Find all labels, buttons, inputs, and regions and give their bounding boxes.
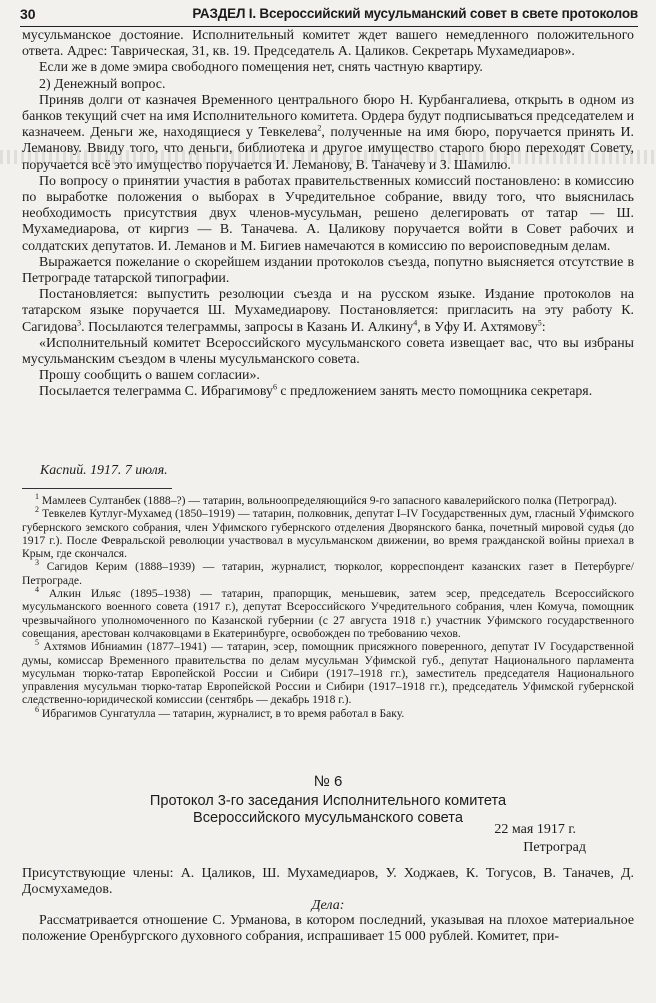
footnote-text: Ибрагимов Сунгатулла — татарин, журналист, в то время работал в Баку. bbox=[41, 706, 405, 720]
footnote-divider bbox=[22, 488, 172, 489]
paragraph-text: Выражается пожелание о скорейшем издании протоколов съезда, попутно выясняется отсутствие в Петрограде татарской типографии. bbox=[22, 254, 634, 287]
body-paragraph bbox=[22, 384, 634, 400]
footnote-number: 4 bbox=[35, 585, 39, 595]
document-place: Петроград bbox=[523, 840, 586, 855]
attendees bbox=[22, 866, 634, 898]
body-paragraph bbox=[22, 93, 634, 174]
footnote-marker: 2 bbox=[317, 123, 322, 133]
paragraph-text: , в Уфу И. Ахтямову bbox=[417, 319, 538, 335]
footnote-marker: 6 bbox=[272, 382, 277, 392]
paragraph-text: : bbox=[541, 319, 546, 335]
body-paragraph bbox=[22, 77, 634, 93]
footnote-text: Сагидов Керим (1888–1939) — татарин, журналист, тюрколог, корреспондент казанских газет в Петербурге/Петрограде. bbox=[22, 560, 635, 587]
footnote bbox=[22, 640, 634, 706]
footnote-marker: 4 bbox=[413, 318, 418, 328]
footnote bbox=[22, 560, 634, 587]
body-paragraph bbox=[22, 174, 634, 255]
page-header bbox=[20, 6, 638, 27]
footnote-text: Ахтямов Ибниамин (1877–1941) — татарин, эсер, помощник присяжного поверенного, депутат IV Государственной думы, комиссар Временного правительства по делам мусульман Уфимской губ., депутат Национального парламента мусульман тюрко-татар Европейской России и Сибири (1917–1918 гг.), заместитель председателя Национального управления мусульман тюрко-татар Европейской России и Сибири (1917–1918 гг.), председатель Уфимской губернской следственно-юридической комиссии (сентябрь — декабрь 1918 г.). bbox=[22, 640, 634, 707]
place-date: Каспий. 1917. 7 июля. bbox=[40, 463, 168, 478]
footnotes bbox=[22, 494, 634, 720]
document-number: № 6 bbox=[313, 773, 343, 790]
agenda-text bbox=[22, 913, 634, 945]
paragraph-text: По вопросу о принятии участия в работах правительственных комиссий постановлено: в комиссию по выработке положения о выборах в Учредительное собрание, ввиду того, что выяснилась необходимость присутствия двух членов-мусульман, решено делегировать от татар — Ш. Мухамедиарова, от киргиз — В. Таначева. А. Цаликову поручается войти в Совет рабочих и солдатских депутатов. И. Леманов и М. Бигиев намечаются в комиссию по вероисповедным делам. bbox=[22, 173, 634, 254]
footnote-text: Тевкелев Кутлуг-Мухамед (1850–1919) — татарин, полковник, депутат I–IV Государственных дум, гласный Уфимского губернского земского собрания, член Уфимского губернского отделения Дворянского банка, почетный мировой судья (до 1917 г.). После Февральской революции участвовал в мусульманском движении, во время гражданской войны приехал в Крым, где скончался. bbox=[22, 507, 634, 561]
paragraph-text: Прошу сообщить о вашем согласии». bbox=[39, 368, 260, 384]
document-title-line-1: Протокол 3-го заседания Исполнительного комитета bbox=[149, 793, 507, 809]
footnote-text: Мамлеев Султанбек (1888–?) — татарин, вольноопределяющийся 9-го запасного кавалерийского полка (Петроград). bbox=[41, 494, 617, 507]
paragraph-text: . Посылаются телеграммы, запросы в Казань И. Алкину bbox=[81, 319, 414, 335]
page-number: 30 bbox=[20, 6, 36, 22]
footnote bbox=[22, 587, 634, 640]
body-paragraph bbox=[22, 255, 634, 287]
document-title-line-2: Всероссийского мусульманского совета bbox=[193, 810, 463, 826]
agenda-paragraph: Рассматривается отношение С. Урманова, в котором последний, указывая на плохое материальное положение Оренбургского духовного собрания, испрашивает 15 000 рублей. Комитет, при- bbox=[22, 913, 634, 945]
body-paragraph bbox=[22, 336, 634, 368]
paragraph-text: с предложением занять место помощника секретаря. bbox=[276, 384, 593, 400]
main-text bbox=[22, 28, 634, 401]
footnote-number: 2 bbox=[35, 505, 39, 515]
body-paragraph bbox=[22, 60, 634, 76]
agenda-heading: Дела: bbox=[311, 898, 345, 913]
paragraph-text: Посылается телеграмма С. Ибрагимову bbox=[39, 384, 273, 400]
footnote-number: 6 bbox=[35, 704, 39, 714]
attendees-paragraph: Присутствующие члены: А. Цаликов, Ш. Мухамедиаров, У. Ходжаев, К. Тогусов, В. Таначев, Д. Досмухамедов. bbox=[22, 866, 634, 898]
running-head: РАЗДЕЛ I. Всероссийский мусульманский совет в свете протоколов bbox=[192, 6, 638, 21]
footnote bbox=[22, 507, 634, 560]
paragraph-text: Если же в доме эмира свободного помещения нет, снять частную квартиру. bbox=[39, 60, 483, 76]
footnote-marker: 3 bbox=[77, 318, 82, 328]
paragraph-text: мусульманское достояние. Исполнительный комитет ждет вашего немедленного положительного ответа. Адрес: Таврическая, 31, кв. 19. Председатель А. Цаликов. Секретарь Мухамедиаров». bbox=[22, 28, 634, 60]
document-date: 22 мая 1917 г. bbox=[494, 822, 576, 837]
paragraph-text: Приняв долги от казначея Временного центрального бюро Н. Курбангалиева, открыть в одном из банков текущий счет на имя Исполнительного комитета. Ордера будут подписываться председателем и казначеем. Деньги же, находящиеся у Тевкелева bbox=[22, 92, 634, 141]
body-paragraph bbox=[22, 287, 634, 336]
footnote-number: 1 bbox=[35, 492, 39, 502]
paragraph-text: 2) Денежный вопрос. bbox=[39, 76, 166, 92]
body-paragraph bbox=[22, 28, 634, 60]
footnote-number: 3 bbox=[35, 558, 39, 568]
paragraph-text: Постановляется: выпустить резолюции съезда и на русском языке. Издание протоколов на татарском языке поручается Ш. Мухамедиарову. Постановляется: пригласить на эту работу К. Сагидова bbox=[22, 287, 634, 335]
body-paragraph bbox=[22, 368, 634, 384]
footnote-number: 5 bbox=[35, 638, 39, 648]
paragraph-text: , полученные на имя бюро, поручается принять И. Леманову. Ввиду того, что деньги, библиотека и другое имущество старого бюро переходят Совету, поручается всё это имущество поручается И. Леманову, В. Таначеву и З. Шамилю. bbox=[22, 125, 635, 173]
paragraph-text: «Исполнительный комитет Всероссийского мусульманского совета извещает вас, что вы избраны мусульманским съездом в члены мусульманского совета. bbox=[22, 335, 634, 368]
footnote bbox=[22, 494, 634, 507]
footnote bbox=[22, 704, 634, 720]
footnote-marker: 5 bbox=[537, 318, 542, 328]
footnote-text: Алкин Ильяс (1895–1938) — татарин, прапорщик, меньшевик, затем эсер, председатель Всероссийского мусульманского военного совета (1917 г.), депутат Всероссийского Учредительного собрания, член Комуча, помощник чрезвычайного уполномоченного по Казанской губернии (с 27 августа 1918 г.) участник Уфимского государственного совещания, арестован колчаковцами в Екатеринбурге, освобожден по требованию чехов. bbox=[22, 587, 634, 640]
